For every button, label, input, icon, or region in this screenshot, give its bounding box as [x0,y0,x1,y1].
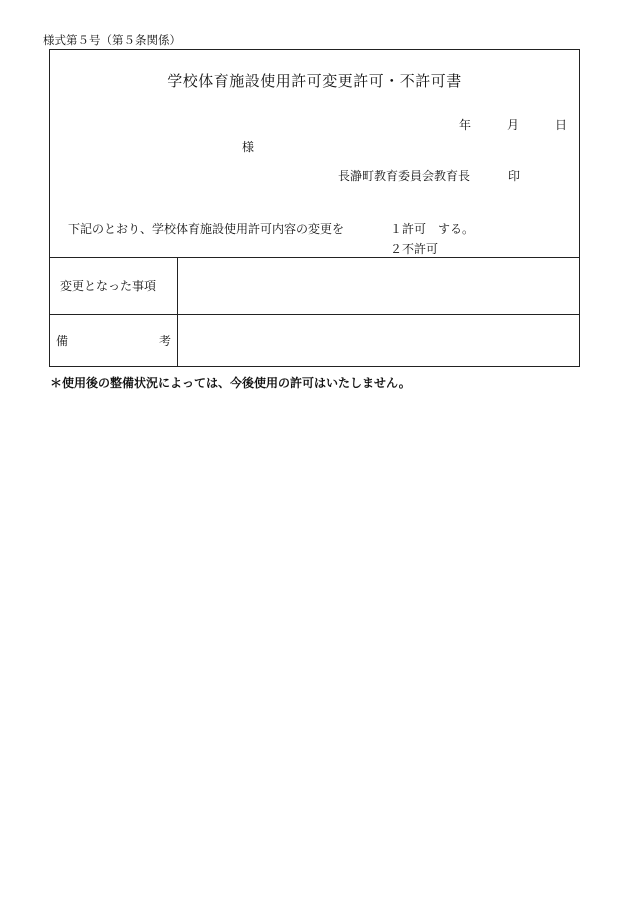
changed-items-label-cell [50,257,178,314]
remarks-label-right: 考 [158,334,171,348]
changed-items-label: 変更となった事項 [60,279,157,293]
permit-form-frame [49,49,580,367]
footnote: ＊使用後の整備状況によっては、今後使用の許可はいたしません。 [50,376,411,390]
date-day-label: 日 [554,118,567,132]
issue-date [459,116,567,133]
seal-mark: 印 [508,169,521,183]
remarks-row [50,314,579,366]
remarks-label-cell [50,314,178,366]
decision-option-deny: ２不許可 [390,242,439,256]
date-month-label: 月 [506,118,519,132]
statement-suffix: する。 [438,222,475,236]
form-header-section [50,50,579,258]
changed-items-value[interactable] [178,257,579,314]
remarks-value[interactable] [178,314,579,366]
document-title: 学校体育施設使用許可変更許可・不許可書 [167,72,462,90]
recipient-honorific: 様 [242,140,255,154]
option-permit-label: １許可 [390,222,427,236]
form-number: 様式第５号（第５条関係） [43,33,181,47]
decision-option-permit [390,220,474,237]
remarks-label-left: 備 [56,334,69,348]
changed-items-row [50,257,579,315]
statement-text: 下記のとおり、学校体育施設使用許可内容の変更を [68,222,345,236]
date-year-label: 年 [458,118,471,132]
issuer-name: 長瀞町教育委員会教育長 [338,169,471,183]
issuer-line [338,167,520,184]
